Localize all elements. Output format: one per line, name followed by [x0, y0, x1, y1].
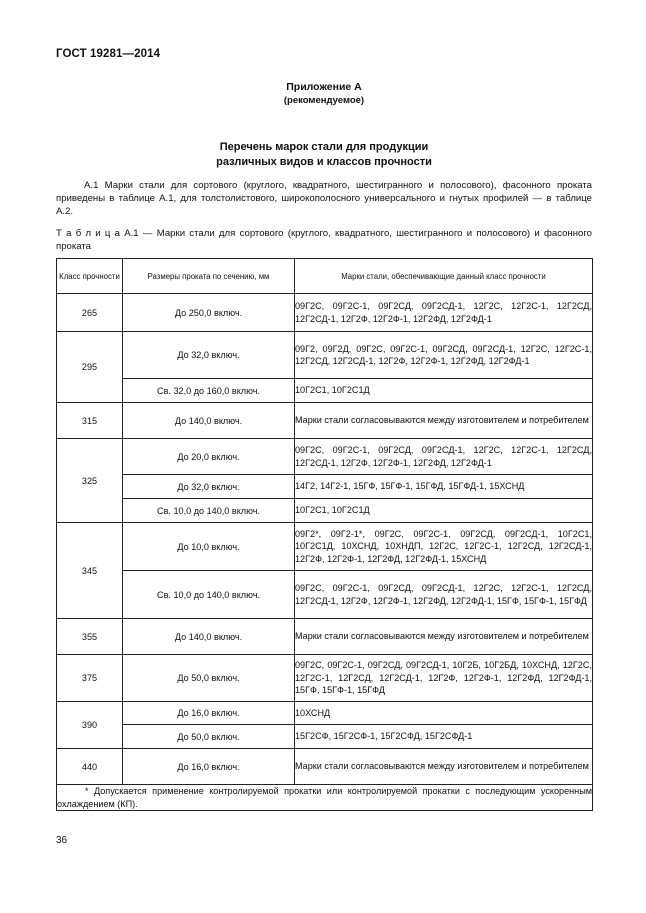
- table-row: [57, 294, 593, 332]
- grades-cell: 10ХСНД: [295, 702, 593, 725]
- size-cell: До 32,0 включ.: [123, 475, 295, 499]
- grades-cell: 15Г2СФ, 15Г2СФ-1, 15Г2СФД, 15Г2СФД-1: [295, 725, 593, 749]
- size-cell: Св. 32,0 до 160,0 включ.: [123, 379, 295, 403]
- class-cell: 390: [57, 702, 123, 749]
- class-cell: 295: [57, 332, 123, 403]
- table-row: [57, 499, 593, 523]
- class-cell: 265: [57, 294, 123, 332]
- table-row: [57, 571, 593, 619]
- size-cell: До 50,0 включ.: [123, 655, 295, 702]
- table-row: [57, 619, 593, 655]
- table-row: [57, 749, 593, 785]
- grades-cell: 10Г2С1, 10Г2С1Д: [295, 499, 593, 523]
- table-row: [57, 523, 593, 571]
- list-title-line2: различных видов и классов прочности: [216, 156, 432, 168]
- size-cell: До 250,0 включ.: [123, 294, 295, 332]
- grades-cell: 09Г2С, 09Г2С-1, 09Г2СД, 09Г2СД-1, 12Г2С, 12Г2С-1, 12Г2СД, 12Г2СД-1, 12Г2Ф, 12Г2Ф-1, 12Г2ФД, 12Г2ФД-1, 15ГФ, 15ГФ-1, 15ГФД: [295, 571, 593, 619]
- size-cell: До 140,0 включ.: [123, 403, 295, 439]
- table-row: [57, 403, 593, 439]
- table-row: [57, 725, 593, 749]
- size-cell: До 32,0 включ.: [123, 332, 295, 379]
- size-cell: До 10,0 включ.: [123, 523, 295, 571]
- appendix-title: Приложение А: [286, 81, 362, 93]
- class-cell: 440: [57, 749, 123, 785]
- grades-cell: 10Г2С1, 10Г2С1Д: [295, 379, 593, 403]
- appendix-subtitle: (рекомендуемое): [283, 95, 365, 106]
- header-size: Размеры проката по сечению, мм: [123, 259, 295, 294]
- table-row: [57, 332, 593, 379]
- size-cell: До 140,0 включ.: [123, 619, 295, 655]
- size-cell: Св. 10,0 до 140,0 включ.: [123, 499, 295, 523]
- table-row: [57, 439, 593, 475]
- header-grades: Марки стали, обеспечивающие данный класс прочности: [295, 259, 593, 294]
- grades-cell: 14Г2, 14Г2-1, 15ГФ, 15ГФ-1, 15ГФД, 15ГФД-1, 15ХСНД: [295, 475, 593, 499]
- table-caption: [56, 227, 592, 253]
- table-row: [57, 379, 593, 403]
- table-footnote: * Допускается применение контролируемой прокатки или контролируемой прокатки с последующим ускоренным охлаждением (КП).: [57, 786, 592, 809]
- grades-cell: Марки стали согласовываются между изготовителем и потребителем: [295, 749, 593, 785]
- table-footnote-row: [57, 785, 593, 811]
- grades-cell: 09Г2С, 09Г2С-1, 09Г2СД, 09Г2СД-1, 12Г2С, 12Г2С-1, 12Г2СД, 12Г2СД-1, 12Г2Ф, 12Г2Ф-1, 12Г2ФД, 12Г2ФД-1: [295, 294, 593, 332]
- grades-cell: Марки стали согласовываются между изготовителем и потребителем: [295, 403, 593, 439]
- table-caption-text: А.1 — Марки стали для сортового (круглого, квадратного, шестигранного и полосового) и фасонного проката: [56, 228, 592, 252]
- table-header-row: [57, 259, 593, 294]
- table-row: [57, 655, 593, 702]
- table-row: [57, 475, 593, 499]
- grades-cell: 09Г2*, 09Г2-1*, 09Г2С, 09Г2С-1, 09Г2СД, 09Г2СД-1, 10Г2С1, 10Г2С1Д, 10ХСНД, 10ХНДП, 12Г2С, 12Г2С-1, 12Г2СД, 12Г2СД-1, 12Г2Ф, 12Г2Ф-1, 12Г2ФД, 12Г2ФД-1, 15ХСНД: [295, 523, 593, 571]
- standard-header: ГОСТ 19281—2014: [56, 48, 161, 60]
- size-cell: До 16,0 включ.: [123, 702, 295, 725]
- page-number: 36: [56, 835, 68, 846]
- list-title-line1: Перечень марок стали для продукции: [219, 141, 429, 153]
- size-cell: До 16,0 включ.: [123, 749, 295, 785]
- class-cell: 355: [57, 619, 123, 655]
- table-caption-label: Т а б л и ц а: [56, 228, 120, 239]
- size-cell: Св. 10,0 до 140,0 включ.: [123, 571, 295, 619]
- size-cell: До 50,0 включ.: [123, 725, 295, 749]
- grades-cell: 09Г2С, 09Г2С-1, 09Г2СД, 09Г2СД-1, 12Г2С, 12Г2С-1, 12Г2СД, 12Г2СД-1, 12Г2Ф, 12Г2Ф-1, 12Г2ФД, 12Г2ФД-1: [295, 439, 593, 475]
- grades-cell: 09Г2С, 09Г2С-1, 09Г2СД, 09Г2СД-1, 10Г2Б, 10Г2БД, 10ХСНД, 12Г2С, 12Г2С-1, 12Г2СД, 12Г2СД-1, 12Г2Ф, 12Г2Ф-1, 12Г2ФД, 12Г2ФД-1, 15ГФ, 15ГФ-1, 15ГФД: [295, 655, 593, 702]
- header-class: Класс прочности: [57, 259, 123, 294]
- class-cell: 325: [57, 439, 123, 523]
- class-cell: 375: [57, 655, 123, 702]
- grades-cell: 09Г2, 09Г2Д, 09Г2С, 09Г2С-1, 09Г2СД, 09Г2СД-1, 12Г2С, 12Г2С-1, 12Г2СД, 12Г2СД-1, 12Г2Ф, 12Г2Ф-1, 12Г2ФД, 12Г2ФД-1: [295, 332, 593, 379]
- class-cell: 315: [57, 403, 123, 439]
- table-row: [57, 702, 593, 725]
- size-cell: До 20,0 включ.: [123, 439, 295, 475]
- steel-grades-table: [56, 258, 593, 811]
- list-title: [56, 140, 592, 170]
- intro-paragraph: А.1 Марки стали для сортового (круглого, квадратного, шестигранного и полосового), фасонного проката приведены в таблице А.1, для толстолистового, широкополосного универсального и гнутых профилей — в таблице А.2.: [56, 180, 592, 217]
- class-cell: 345: [57, 523, 123, 619]
- grades-cell: Марки стали согласовываются между изготовителем и потребителем: [295, 619, 593, 655]
